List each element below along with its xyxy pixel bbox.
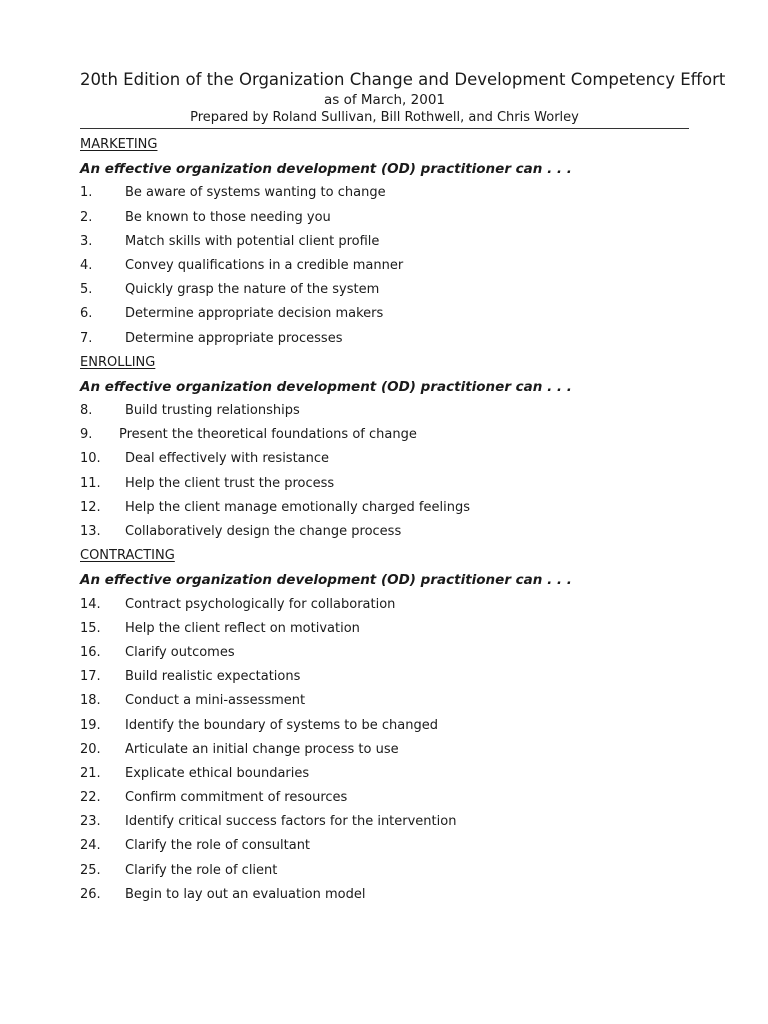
list-item [80,399,689,423]
list-item [80,327,689,351]
list-item [80,496,689,520]
list-item-text: Determine appropriate processes [125,330,343,346]
list-item-number: 8. [80,403,93,419]
list-item-number: 26. [80,886,101,902]
list-item-number: 1. [80,185,93,201]
list-item-text: Articulate an initial change process to use [125,741,399,757]
list-item [80,689,689,713]
list-item-text: Help the client reflect on motivation [125,620,360,636]
list-item-number: 20. [80,741,101,757]
list-item-number: 19. [80,717,101,733]
list-item [80,593,689,617]
list-item-number: 24. [80,838,101,854]
list-item [80,520,689,544]
list-item-number: 21. [80,765,101,781]
list-item [80,206,689,230]
section-intro: An effective organization development (OD) practitioner can . . . [80,378,572,395]
section-heading-marketing: MARKETING [80,137,158,152]
list-item-number: 25. [80,862,101,878]
document-header [80,68,726,126]
list-item-number: 13. [80,524,101,539]
list-item [80,859,689,883]
list-item-text: Match skills with potential client profile [125,233,380,249]
list-item-number: 10. [80,451,101,467]
list-item [80,181,689,205]
list-item-text: Identify the boundary of systems to be changed [125,717,438,733]
list-item-number: 12. [80,499,101,515]
list-item-number: 16. [80,644,101,660]
list-item-number: 14. [80,596,101,612]
list-item [80,714,689,738]
list-item [80,834,689,858]
section-intro: An effective organization development (OD) practitioner can . . . [80,161,572,178]
list-item-text: Begin to lay out an evaluation model [125,886,366,902]
list-item-text: Build trusting relationships [125,403,300,419]
list-item [80,423,689,447]
list-item-text: Explicate ethical boundaries [125,765,310,781]
document-title: 20th Edition of the Organization Change and Development Competency Effort [80,70,726,89]
list-item-text: Be aware of systems wanting to change [125,185,386,201]
list-item-text: Be known to those needing you [125,209,331,225]
list-item [80,883,689,907]
list-item-number: 17. [80,669,101,685]
list-item-text: Help the client manage emotionally charged feelings [125,499,470,515]
list-item-text: Build realistic expectations [125,669,301,685]
list-item-text: Clarify the role of client [125,862,278,878]
list-item-number: 5. [80,282,93,298]
section-intro: An effective organization development (OD) practitioner can . . . [80,572,572,589]
header-divider [80,128,689,129]
list-item [80,230,689,254]
list-item-text: Quickly grasp the nature of the system [125,282,380,298]
list-item-number: 15. [80,620,101,636]
list-item-number: 23. [80,814,101,830]
list-item-number: 7. [80,330,93,346]
list-item-number: 9. [80,427,93,443]
document-body [80,133,689,907]
list-item-text: Clarify outcomes [125,644,235,660]
list-item-text: Contract psychologically for collaboration [125,596,396,612]
list-item [80,738,689,762]
list-item [80,810,689,834]
list-item [80,665,689,689]
list-item-text: Confirm commitment of resources [125,790,348,806]
list-item [80,617,689,641]
list-item-text: Present the theoretical foundations of change [119,427,417,443]
list-item-text: Deal effectively with resistance [125,451,330,467]
prepared-by-line: Prepared by Roland Sullivan, Bill Rothwell, and Chris Worley [190,110,579,125]
list-item [80,762,689,786]
document-subtitle: as of March, 2001 [324,92,445,108]
list-item-number: 4. [80,257,93,273]
list-item [80,447,689,471]
list-item-text: Convey qualifications in a credible manner [125,257,404,273]
section-heading-enrolling: ENROLLING [80,354,156,370]
list-item-number: 11. [80,475,101,491]
list-item [80,472,689,496]
list-item-number: 6. [80,306,93,322]
list-item-text: Determine appropriate decision makers [125,306,384,322]
list-item [80,641,689,665]
list-item [80,302,689,326]
list-item-number: 2. [80,209,93,225]
list-item-number: 3. [80,233,93,249]
list-item [80,254,689,278]
list-item-text: Collaboratively design the change process [125,524,402,539]
list-item-text: Clarify the role of consultant [125,838,311,854]
list-item-number: 18. [80,693,101,709]
list-item-number: 22. [80,790,101,806]
list-item-text: Identify critical success factors for the intervention [125,814,457,830]
list-item-text: Help the client trust the process [125,475,335,491]
list-item [80,786,689,810]
list-item [80,278,689,302]
section-heading-contracting: CONTRACTING [80,548,175,564]
list-item-text: Conduct a mini-assessment [125,693,306,709]
